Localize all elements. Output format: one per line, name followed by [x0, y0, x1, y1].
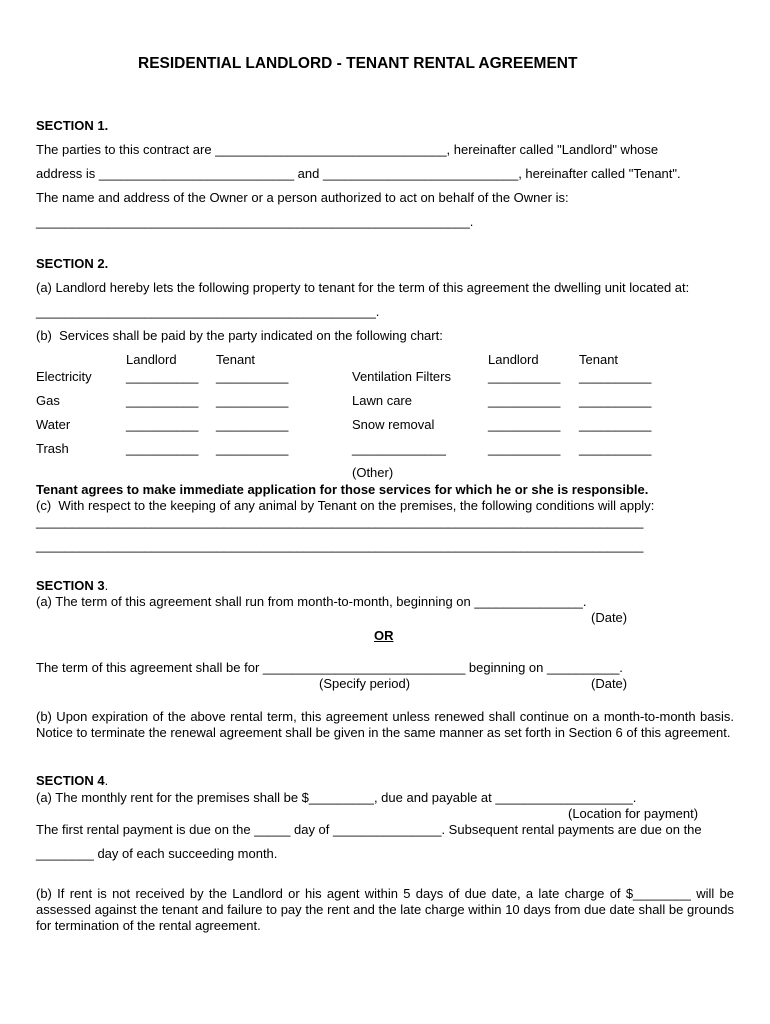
section-4b-text: (b) If rent is not received by the Landlord or his agent within 5 days of due date, a late charge of $________ will be assessed against the tenant and failure to pay the rent and the late charge within 10 days from due date shall be grounds for termination of the rental agreement.	[36, 886, 734, 933]
services-notice: Tenant agrees to make immediate application for those services for which he or she is responsible.	[36, 482, 649, 497]
blank-other-service: _____________	[352, 441, 446, 456]
section-3-heading-dot: .	[104, 578, 109, 593]
blank-other-tenant: __________	[579, 441, 652, 456]
location-for-payment-label: (Location for payment)	[568, 806, 699, 821]
section-1-heading: SECTION 1.	[36, 118, 109, 133]
section-1-address-line: address is ___________________________ and ___________________________, hereinafter called "Tenant".	[36, 166, 681, 181]
section-2c-blank-2: ____________________________________________________________________________________	[36, 538, 644, 553]
section-1-owner-line: The name and address of the Owner or a person authorized to act on behalf of the Owner is:	[36, 190, 569, 205]
section-3a-date-label: (Date)	[591, 610, 628, 625]
service-other-label: (Other)	[352, 465, 394, 480]
section-3-term-text: The term of this agreement shall be for ____________________________ beginning on __________.	[36, 660, 623, 675]
chart-header-tenant-right: Tenant	[579, 352, 619, 367]
service-trash: Trash	[36, 441, 69, 456]
blank-gas-tenant: __________	[216, 393, 289, 408]
blank-electricity-tenant: __________	[216, 369, 289, 384]
chart-header-landlord-left: Landlord	[126, 352, 177, 367]
service-electricity: Electricity	[36, 369, 92, 384]
section-3-heading	[36, 578, 108, 594]
service-lawn-care: Lawn care	[352, 393, 412, 408]
section-4-heading	[36, 773, 108, 789]
or-divider: OR	[374, 628, 394, 643]
blank-lawn-landlord: __________	[488, 393, 561, 408]
succeeding-day-text: ________ day of each succeeding month.	[36, 846, 278, 861]
section-3-term-date-label: (Date)	[591, 676, 628, 691]
section-3b-text: (b) Upon expiration of the above rental term, this agreement unless renewed shall continue on a month-to-month basis. Notice to terminate the renewal agreement shall be given in the same manner as set forth in Section 6 of this agreement.	[36, 709, 734, 740]
blank-water-landlord: __________	[126, 417, 199, 432]
section-4-heading-dot: .	[104, 773, 109, 788]
service-ventilation-filters: Ventilation Filters	[352, 369, 451, 384]
section-2a-text: (a) Landlord hereby lets the following property to tenant for the term of this agreement the dwelling unit located at:	[36, 280, 690, 295]
blank-snow-landlord: __________	[488, 417, 561, 432]
blank-electricity-landlord: __________	[126, 369, 199, 384]
specify-period-label: (Specify period)	[319, 676, 411, 691]
section-2b-text: (b) Services shall be paid by the party indicated on the following chart:	[36, 328, 443, 343]
section-1-parties-line: The parties to this contract are ________________________________, hereinafter called "Landlord" whose	[36, 142, 659, 157]
blank-other-landlord: __________	[488, 441, 561, 456]
section-2c-blank-1: ____________________________________________________________________________________	[36, 514, 644, 529]
section-4a-text: (a) The monthly rent for the premises shall be $_________, due and payable at ___________________.	[36, 790, 637, 805]
document-title: RESIDENTIAL LANDLORD - TENANT RENTAL AGREEMENT	[138, 55, 578, 72]
first-payment-text: The first rental payment is due on the _____ day of _______________. Subsequent rental payments are due on the	[36, 822, 702, 837]
section-3a-text: (a) The term of this agreement shall run from month-to-month, beginning on _______________.	[36, 594, 587, 609]
section-2a-blank: _______________________________________________.	[36, 304, 380, 319]
section-4-heading-text: SECTION 4	[36, 773, 105, 788]
section-3-heading-text: SECTION 3	[36, 578, 105, 593]
blank-snow-tenant: __________	[579, 417, 652, 432]
blank-ventilation-landlord: __________	[488, 369, 561, 384]
service-gas: Gas	[36, 393, 60, 408]
section-1-owner-blank: ____________________________________________________________.	[36, 214, 474, 229]
chart-header-landlord-right: Landlord	[488, 352, 539, 367]
service-water: Water	[36, 417, 71, 432]
blank-trash-landlord: __________	[126, 441, 199, 456]
section-2c-text: (c) With respect to the keeping of any animal by Tenant on the premises, the following conditions will apply:	[36, 498, 655, 513]
chart-header-tenant-left: Tenant	[216, 352, 256, 367]
blank-trash-tenant: __________	[216, 441, 289, 456]
blank-water-tenant: __________	[216, 417, 289, 432]
blank-lawn-tenant: __________	[579, 393, 652, 408]
blank-gas-landlord: __________	[126, 393, 199, 408]
service-snow-removal: Snow removal	[352, 417, 435, 432]
section-2-heading: SECTION 2.	[36, 256, 109, 271]
blank-ventilation-tenant: __________	[579, 369, 652, 384]
